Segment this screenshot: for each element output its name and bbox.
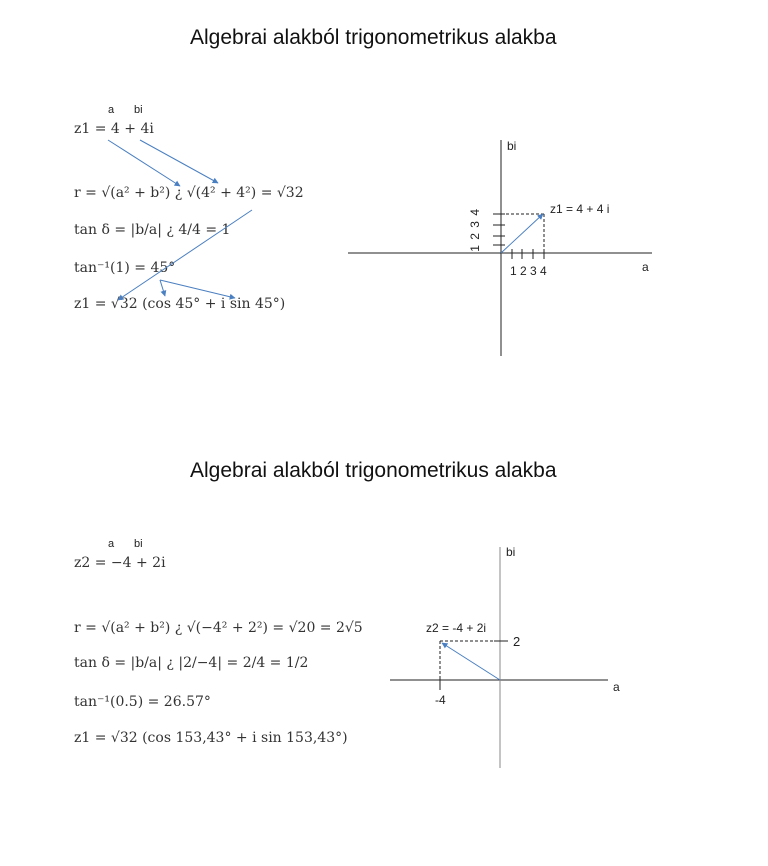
equation-arctan: tan⁻¹(0.5) = 26.57°	[74, 694, 211, 710]
graph-2-point-label: z2 = -4 + 2i	[426, 621, 487, 635]
label-a: a	[108, 104, 115, 116]
equation-tan: tan δ = |b/a| ¿ 4/4 = 1	[74, 222, 231, 238]
label-bi: bi	[134, 104, 143, 116]
graph-1-x-label: a	[642, 260, 649, 274]
graph-1-y-label: bi	[507, 139, 517, 153]
equation-z2: z2 = −4 + 2i	[74, 555, 166, 571]
equation-z1: z1 = 4 + 4i	[74, 121, 154, 137]
label-a: a	[108, 538, 115, 550]
equation-tan: tan δ = |b/a| ¿ |2/−4| = 2/4 = 1/2	[74, 655, 309, 671]
equation-trig-form: z1 = √32 (cos 45° + i sin 45°)	[74, 296, 286, 312]
equation-modulus: r = √(a² + b²) ¿ √(−4² + 2²) = √20 = 2√5	[74, 620, 363, 636]
graph-2-y-label: bi	[506, 545, 516, 559]
graph-1-x-ticks: 1 2 3 4	[510, 264, 547, 278]
label-bi: bi	[134, 538, 143, 550]
graph-2-vector	[442, 643, 500, 680]
equation-arctan: tan⁻¹(1) = 45°	[74, 260, 176, 276]
graph-2-y-tick-label: 2	[513, 634, 521, 649]
graph-2-x-tick-label: -4	[435, 693, 446, 707]
equation-trig-form: z1 = √32 (cos 153,43° + i sin 153,43°)	[74, 730, 348, 746]
equation-modulus: r = √(a² + b²) ¿ √(4² + 4²) = √32	[74, 185, 304, 201]
graph-2-x-label: a	[613, 680, 620, 694]
slide-2-title: Algebrai alakból trigonometrikus alakba	[190, 459, 557, 482]
graph-1-y-ticks: 1 2 3 4	[468, 208, 482, 252]
graph-1-point-label: z1 = 4 + 4 i	[550, 202, 610, 216]
slide-1-title: Algebrai alakból trigonometrikus alakba	[190, 26, 557, 49]
